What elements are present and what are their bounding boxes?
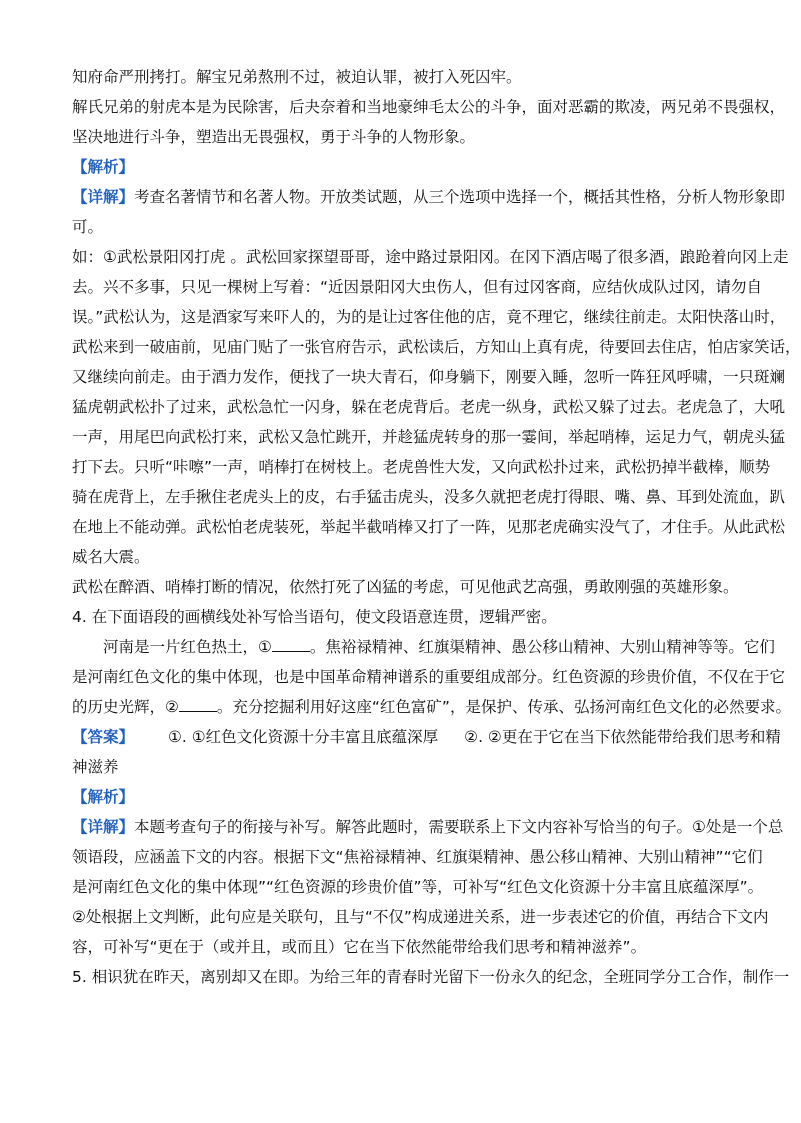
- detail-label: 【详解】: [72, 818, 135, 836]
- q4-detail-line-4: ②处根据上文判断，此句应是关联句，且与“不仅”构成递进关系，进一步表述它的价值，再结合下文内: [72, 908, 769, 926]
- answer-label: 【答案】: [72, 728, 135, 746]
- q3-detail-line-3: 如：①武松景阳冈打虎 。武松回家探望哥哥，途中路过景阳冈。在冈下酒店喝了很多酒，踉跄着向冈上走: [72, 248, 789, 266]
- q4-passage-line-1: [72, 632, 775, 662]
- answer-blank-1: [272, 635, 310, 652]
- answer-blank-2: [179, 695, 217, 712]
- detail-label: 【详解】: [72, 188, 135, 206]
- analysis-label: 【解析】: [72, 788, 135, 806]
- q4-passage-line-3: [72, 692, 791, 722]
- q3-detail-line-5: 误。”武松认为，这是酒家写来吓人的，为的是让过客住他的店，竟不理它，继续往前走。太阳快落山时，: [72, 308, 786, 326]
- detail-text: 考查名著情节和名著人物。开放类试题，从三个选项中选择一个，概括其性格，分析人物形象即: [134, 188, 786, 206]
- q3-detail-line-8: 猛虎朝武松扑了过来，武松急忙一闪身，躲在老虎背后。老虎一纵身，武松又躲了过去。老虎急了，大吼: [72, 398, 786, 416]
- q3-detail-line-9: 一声，用尾巴向武松打来，武松又急忙跳开，并趁猛虎转身的那一霎间，举起哨棒，运足力气，朝虎头猛: [72, 428, 786, 446]
- q4-detail-line-5: 容，可补写“更在于（或并且，或而且）它在当下依然能带给我们思考和精神滋养”。: [72, 938, 647, 956]
- q3-detail-line-1: [72, 182, 786, 212]
- q4-detail-line-1: [72, 812, 784, 842]
- prev-answer-line-1: 知府命严刑拷打。解宝兄弟熬刑不过，被迫认罪，被打入死囚牢。: [72, 68, 522, 86]
- q4-analysis-heading: [72, 782, 722, 812]
- q5-stem: 5. 相识犹在昨天，离别却又在即。为给三年的青春时光留下一份永久的纪念，全班同学分工合作，制作一: [72, 968, 790, 986]
- q4-stem: 4. 在下面语段的画横线处补写恰当语句，使文段语意连贯，逻辑严密。: [72, 608, 557, 626]
- q3-detail-line-10: 打下去。只听“咔嚓”一声，哨棒打在树枝上。老虎兽性大发，又向武松扑过来，武松扔掉半截棒，顺势: [72, 458, 771, 476]
- passage-text: 河南是一片红色热土，①: [103, 638, 272, 656]
- detail-text: 本题考查句子的衔接与补写。解答此题时，需要联系上下文内容补写恰当的句子。①处是一个总: [134, 818, 784, 836]
- analysis-label: 【解析】: [72, 158, 135, 176]
- answer-2: ②. ②更在于它在当下依然能带给我们思考和精: [464, 728, 781, 746]
- q3-detail-line-4: 去。兴不多事，只见一棵树上写着：“近因景阳冈大虫伤人，但有过冈客商，应结伙成队过冈，请勿自: [72, 278, 763, 296]
- answer-1: ①. ①红色文化资源十分丰富且底蕴深厚: [168, 728, 439, 746]
- q3-detail-line-2: 可。: [72, 218, 104, 236]
- prev-answer-line-3: 坚决地进行斗争，塑造出无畏强权，勇于斗争的人物形象。: [72, 128, 476, 146]
- q4-detail-line-2: 领语段，应涵盖下文的内容。根据下文“焦裕禄精神、红旗渠精神、愚公移山精神、大别山精神”“它们: [72, 848, 763, 866]
- passage-text: 的历史光辉，②: [72, 698, 179, 716]
- q4-passage-line-2: 是河南红色文化的集中体现，也是中国革命精神谱系的重要组成部分。红色资源的珍贵价值，不仅在于它: [72, 668, 786, 686]
- q3-detail-line-11: 骑在虎背上，左手揪住老虎头上的皮，右手猛击虎头，没多久就把老虎打得眼、嘴、鼻、耳到处流血，趴: [72, 488, 786, 506]
- q3-detail-line-13: 威名大震。: [72, 548, 150, 566]
- q4-answer-line-2: 神滋养: [72, 758, 119, 776]
- document-page: [72, 62, 801, 992]
- prev-answer-line-2: 解氏兄弟的射虎本是为民除害，后夬奈着和当地豪绅毛太公的斗争，面对恶霸的欺凌，两兄弟不畏强权，: [72, 98, 786, 116]
- q4-detail-line-3: 是河南红色文化的集中体现”“红色资源的珍贵价值”等，可补写“红色文化资源十分丰富且底蕴深厚”。: [72, 878, 764, 896]
- q3-detail-line-6: 武松来到一破庙前，见庙门贴了一张官府告示，武松读后，方知山上真有虎，待要回去住店，怕店家笑话，: [72, 338, 801, 356]
- q3-analysis-heading: [72, 152, 722, 182]
- q3-detail-line-12: 在地上不能动弹。武松怕老虎装死，举起半截哨棒又打了一阵，见那老虎确实没气了，才住手。从此武松: [72, 518, 786, 536]
- passage-text: 。焦裕禄精神、红旗渠精神、愚公移山精神、大别山精神等等。它们: [309, 638, 775, 656]
- passage-text: 。充分挖掘利用好这座“红色富矿”，是保护、传承、弘扬河南红色文化的必然要求。: [216, 698, 791, 716]
- q3-detail-line-7: 又继续向前走。由于酒力发作，便找了一块大青石，仰身躺下，刚要入睡，忽听一阵狂风呼啸，一只斑斓: [72, 368, 786, 386]
- q4-answer-line: [72, 722, 781, 752]
- q3-detail-line-14: 武松在醉酒、哨棒打断的情况，依然打死了凶猛的考虑，可见他武艺高强，勇敢刚强的英雄形象。: [72, 578, 739, 596]
